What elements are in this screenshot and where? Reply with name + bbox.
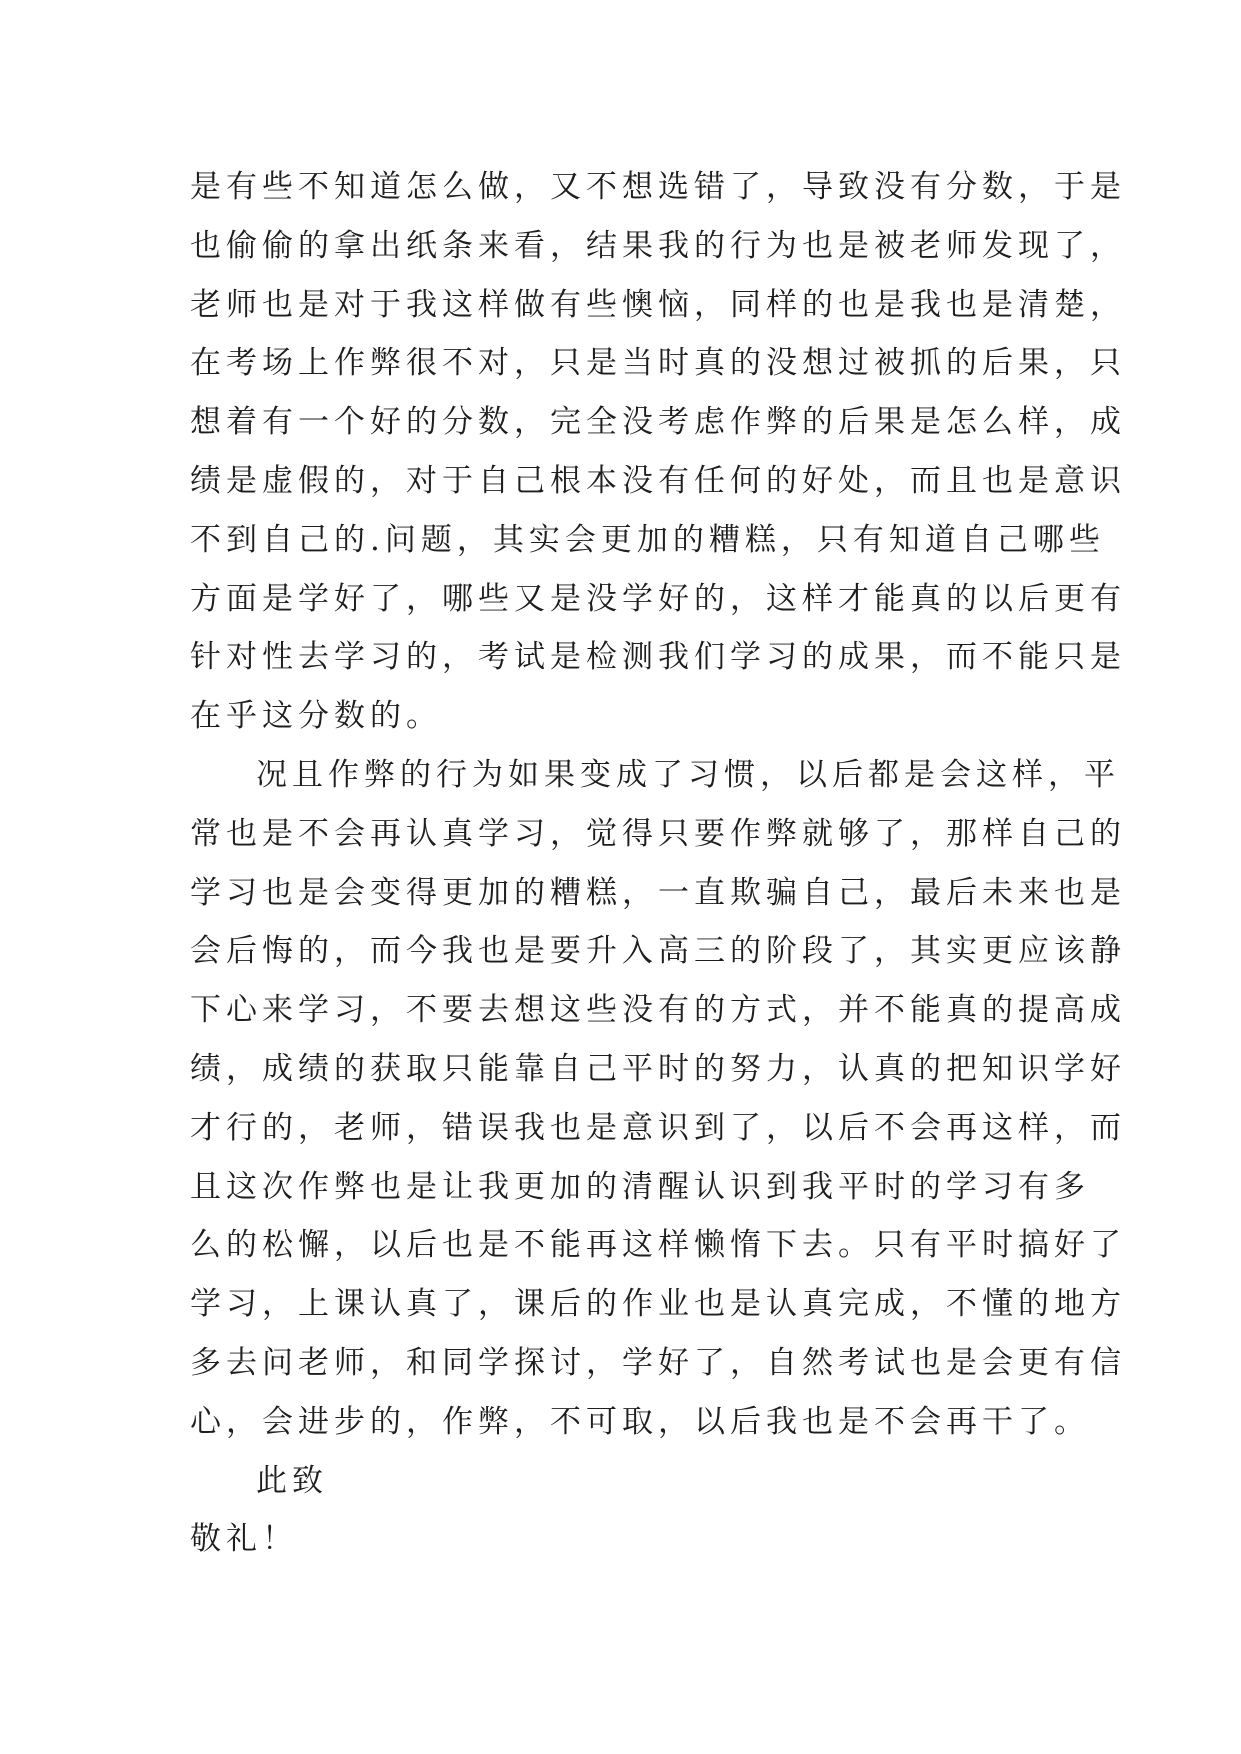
text-line: 想着有一个好的分数，完全没考虑作弊的后果是怎么样，成: [190, 404, 1126, 441]
paragraph-2: [190, 746, 1126, 1452]
text-line: 学习，上课认真了，课后的作业也是认真完成，不懂的地方: [190, 1286, 1126, 1323]
text-line: 会后悔的，而今我也是要升入高三的阶段了，其实更应该静: [190, 933, 1126, 970]
text-line: 下心来学习，不要去想这些没有的方式，并不能真的提高成: [190, 992, 1126, 1029]
text-line: 也偷偷的拿出纸条来看，结果我的行为也是被老师发现了，: [190, 227, 1126, 264]
text-line: 么的松懈，以后也是不能再这样懒惰下去。只有平时搞好了: [190, 1227, 1126, 1264]
salutation-line: 敬礼！: [190, 1521, 298, 1558]
text-line: 绩，成绩的获取只能靠自己平时的努力，认真的把知识学好: [190, 1050, 1126, 1087]
text-line: 且这次作弊也是让我更加的清醒认识到我平时的学习有多: [190, 1168, 1090, 1205]
text-line: 学习也是会变得更加的糟糕，一直欺骗自己，最后未来也是: [190, 874, 1126, 911]
text-line: 心，会进步的，作弊，不可取，以后我也是不会再干了。: [190, 1403, 1090, 1440]
text-line: 才行的，老师，错误我也是意识到了，以后不会再这样，而: [190, 1109, 1126, 1146]
text-line: 在乎这分数的。: [190, 698, 442, 735]
text-line: 方面是学好了，哪些又是没学好的，这样才能真的以后更有: [190, 580, 1126, 617]
text-line: 是有些不知道怎么做，又不想选错了，导致没有分数，于是: [190, 169, 1126, 205]
text-line: 多去问老师，和同学探讨，学好了，自然考试也是会更有信: [190, 1344, 1126, 1381]
letter-body: [190, 158, 1126, 1569]
text-line: 常也是不会再认真学习，觉得只要作弊就够了，那样自己的: [190, 815, 1126, 852]
closing-line: 此致: [256, 1462, 328, 1499]
text-line: 老师也是对于我这样做有些懊恼，同样的也是我也是清楚，: [190, 286, 1126, 323]
text-line: 针对性去学习的，考试是检测我们学习的成果，而不能只是: [190, 639, 1126, 676]
text-line: 不到自己的.问题，其实会更加的糟糕，只有知道自己哪些: [190, 521, 1105, 558]
text-line: 绩是虚假的，对于自己根本没有任何的好处，而且也是意识: [190, 462, 1126, 499]
text-line: 在考场上作弊很不对，只是当时真的没想过被抓的后果，只: [190, 345, 1126, 382]
text-line: 况且作弊的行为如果变成了习惯，以后都是会这样，平: [256, 756, 1120, 793]
paragraph-1: [190, 158, 1126, 746]
